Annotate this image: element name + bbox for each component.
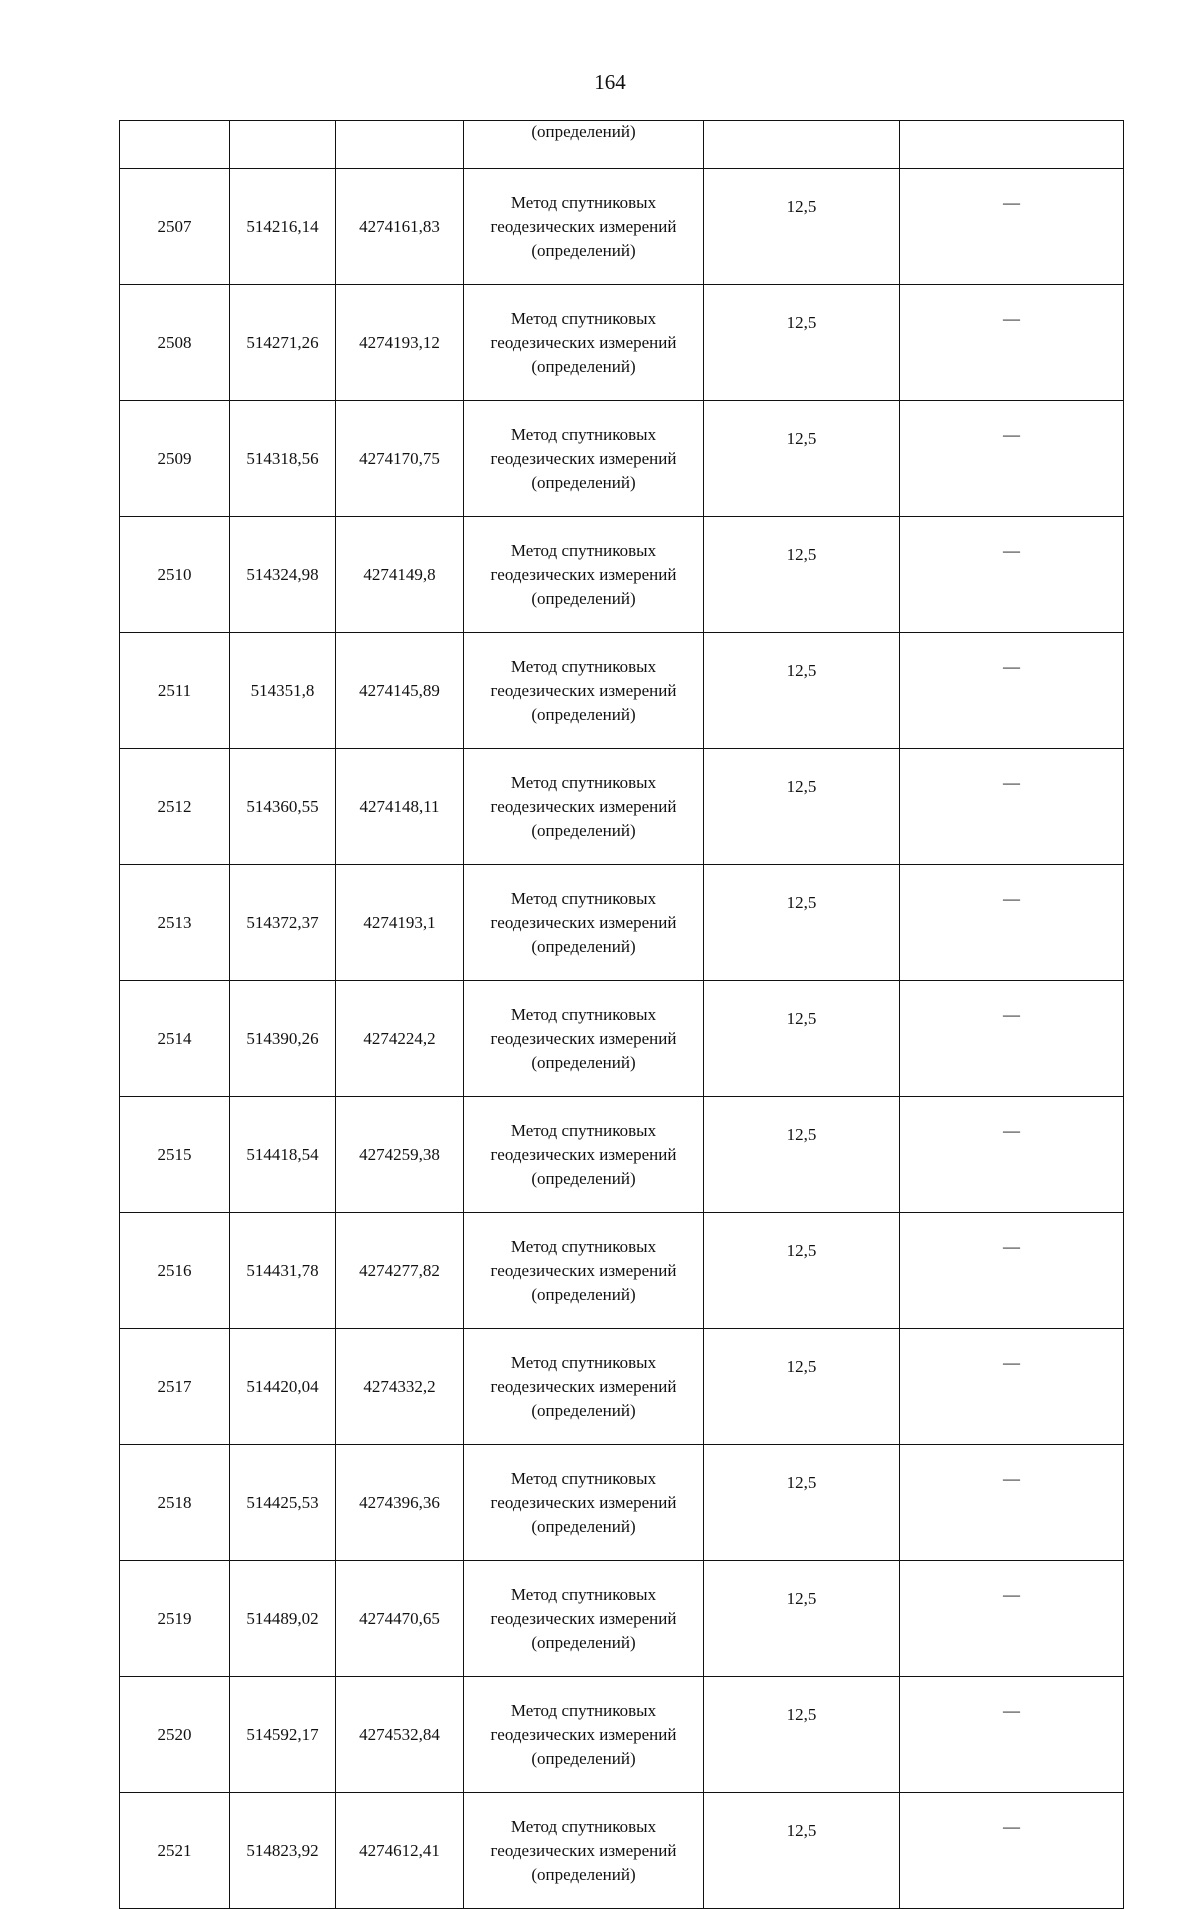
point-cell: 2519 xyxy=(120,1561,230,1677)
point-cell: 2510 xyxy=(120,517,230,633)
x-cell: 514351,8 xyxy=(230,633,336,749)
accuracy-cell: 12,5 xyxy=(704,1445,900,1561)
method-cell xyxy=(464,401,704,517)
method-cell xyxy=(464,1213,704,1329)
accuracy-cell: 12,5 xyxy=(704,285,900,401)
method-line: (определений) xyxy=(531,936,636,956)
method-cell xyxy=(464,1097,704,1213)
y-cell: 4274396,36 xyxy=(336,1445,464,1561)
accuracy-cell: 12,5 xyxy=(704,1561,900,1677)
method-line: геодезических измерений xyxy=(490,1608,677,1628)
table-row xyxy=(120,1677,1124,1793)
y-cell: 4274532,84 xyxy=(336,1677,464,1793)
method-line: Метод спутниковых xyxy=(510,1004,657,1024)
method-line: геодезических измерений xyxy=(490,564,677,584)
method-cell xyxy=(464,749,704,865)
point-cell: 2517 xyxy=(120,1329,230,1445)
table-row xyxy=(120,749,1124,865)
method-line: геодезических измерений xyxy=(490,1724,677,1744)
method-line: геодезических измерений xyxy=(490,796,677,816)
point-cell xyxy=(120,121,230,169)
method-line: Метод спутниковых xyxy=(510,1700,657,1720)
method-line: (определений) xyxy=(531,588,636,608)
accuracy-cell: 12,5 xyxy=(704,865,900,981)
method-line: Метод спутниковых xyxy=(510,424,657,444)
table-row xyxy=(120,1793,1124,1909)
method-line: Метод спутниковых xyxy=(510,192,657,212)
accuracy-cell: 12,5 xyxy=(704,1097,900,1213)
x-cell xyxy=(230,121,336,169)
method-line: геодезических измерений xyxy=(490,1840,677,1860)
table-row xyxy=(120,1213,1124,1329)
y-cell xyxy=(336,121,464,169)
y-cell: 4274193,1 xyxy=(336,865,464,981)
method-cell xyxy=(464,865,704,981)
method-cell: (определений) xyxy=(464,121,704,169)
method-line: (определений) xyxy=(531,472,636,492)
method-line: (определений) xyxy=(531,1864,636,1884)
method-line: геодезических измерений xyxy=(490,1260,677,1280)
method-line: геодезических измерений xyxy=(490,1028,677,1048)
y-cell: 4274277,82 xyxy=(336,1213,464,1329)
point-cell: 2516 xyxy=(120,1213,230,1329)
method-line: (определений) xyxy=(531,240,636,260)
x-cell: 514390,26 xyxy=(230,981,336,1097)
method-cell xyxy=(464,1445,704,1561)
y-cell: 4274470,65 xyxy=(336,1561,464,1677)
method-line: Метод спутниковых xyxy=(510,1236,657,1256)
coordinates-table xyxy=(119,120,1124,1909)
method-cell xyxy=(464,1793,704,1909)
point-cell: 2515 xyxy=(120,1097,230,1213)
table-row xyxy=(120,1445,1124,1561)
table-row xyxy=(120,633,1124,749)
x-cell: 514425,53 xyxy=(230,1445,336,1561)
point-cell: 2514 xyxy=(120,981,230,1097)
method-cell xyxy=(464,1329,704,1445)
method-line: (определений) xyxy=(531,1632,636,1652)
x-cell: 514418,54 xyxy=(230,1097,336,1213)
y-cell: 4274161,83 xyxy=(336,169,464,285)
y-cell: 4274148,11 xyxy=(336,749,464,865)
table-row xyxy=(120,285,1124,401)
note-cell: — xyxy=(900,749,1124,865)
method-line: Метод спутниковых xyxy=(510,1468,657,1488)
point-cell: 2521 xyxy=(120,1793,230,1909)
x-cell: 514318,56 xyxy=(230,401,336,517)
method-line: геодезических измерений xyxy=(490,448,677,468)
table-row xyxy=(120,1329,1124,1445)
note-cell: — xyxy=(900,1793,1124,1909)
note-cell: — xyxy=(900,1561,1124,1677)
table-row xyxy=(120,401,1124,517)
accuracy-cell: 12,5 xyxy=(704,1793,900,1909)
accuracy-cell: 12,5 xyxy=(704,1677,900,1793)
method-line: (определений) xyxy=(531,1516,636,1536)
y-cell: 4274149,8 xyxy=(336,517,464,633)
accuracy-cell: 12,5 xyxy=(704,1213,900,1329)
y-cell: 4274193,12 xyxy=(336,285,464,401)
point-cell: 2508 xyxy=(120,285,230,401)
y-cell: 4274224,2 xyxy=(336,981,464,1097)
x-cell: 514420,04 xyxy=(230,1329,336,1445)
note-cell: — xyxy=(900,401,1124,517)
method-line: геодезических измерений xyxy=(490,1144,677,1164)
note-cell: — xyxy=(900,981,1124,1097)
method-line: (определений) xyxy=(531,1400,636,1420)
table-row xyxy=(120,981,1124,1097)
method-cell xyxy=(464,169,704,285)
method-line: Метод спутниковых xyxy=(510,656,657,676)
point-cell: 2513 xyxy=(120,865,230,981)
x-cell: 514372,37 xyxy=(230,865,336,981)
point-cell: 2512 xyxy=(120,749,230,865)
x-cell: 514431,78 xyxy=(230,1213,336,1329)
accuracy-cell: 12,5 xyxy=(704,633,900,749)
note-cell: — xyxy=(900,865,1124,981)
note-cell: — xyxy=(900,285,1124,401)
accuracy-cell xyxy=(704,121,900,169)
accuracy-cell: 12,5 xyxy=(704,1329,900,1445)
table-row xyxy=(120,865,1124,981)
method-line: (определений) xyxy=(531,1168,636,1188)
accuracy-cell: 12,5 xyxy=(704,401,900,517)
note-cell: — xyxy=(900,1213,1124,1329)
table-row xyxy=(120,1097,1124,1213)
coordinates-table-body xyxy=(120,121,1124,1909)
method-line: Метод спутниковых xyxy=(510,1120,657,1140)
accuracy-cell: 12,5 xyxy=(704,169,900,285)
method-line: геодезических измерений xyxy=(490,912,677,932)
method-cell xyxy=(464,517,704,633)
x-cell: 514489,02 xyxy=(230,1561,336,1677)
method-line: Метод спутниковых xyxy=(510,1584,657,1604)
point-cell: 2520 xyxy=(120,1677,230,1793)
method-line: Метод спутниковых xyxy=(510,1352,657,1372)
method-cell xyxy=(464,1561,704,1677)
method-line: (определений) xyxy=(531,1284,636,1304)
point-cell: 2507 xyxy=(120,169,230,285)
method-line: геодезических измерений xyxy=(490,1492,677,1512)
x-cell: 514592,17 xyxy=(230,1677,336,1793)
x-cell: 514324,98 xyxy=(230,517,336,633)
method-cell xyxy=(464,285,704,401)
y-cell: 4274332,2 xyxy=(336,1329,464,1445)
table-row xyxy=(120,517,1124,633)
method-line: (определений) xyxy=(531,1748,636,1768)
y-cell: 4274145,89 xyxy=(336,633,464,749)
note-cell: — xyxy=(900,517,1124,633)
y-cell: 4274259,38 xyxy=(336,1097,464,1213)
note-cell: — xyxy=(900,1097,1124,1213)
method-line: геодезических измерений xyxy=(490,332,677,352)
accuracy-cell: 12,5 xyxy=(704,749,900,865)
accuracy-cell: 12,5 xyxy=(704,981,900,1097)
y-cell: 4274170,75 xyxy=(336,401,464,517)
method-line: (определений) xyxy=(531,704,636,724)
note-cell xyxy=(900,121,1124,169)
method-line: геодезических измерений xyxy=(490,1376,677,1396)
method-line: геодезических измерений xyxy=(490,680,677,700)
note-cell: — xyxy=(900,1329,1124,1445)
accuracy-cell: 12,5 xyxy=(704,517,900,633)
x-cell: 514216,14 xyxy=(230,169,336,285)
method-line: (определений) xyxy=(531,1052,636,1072)
method-cell xyxy=(464,981,704,1097)
method-line: Метод спутниковых xyxy=(510,308,657,328)
continuation-row xyxy=(120,121,1124,169)
method-line: геодезических измерений xyxy=(490,216,677,236)
x-cell: 514360,55 xyxy=(230,749,336,865)
x-cell: 514271,26 xyxy=(230,285,336,401)
method-line: Метод спутниковых xyxy=(510,888,657,908)
page-number: 164 xyxy=(594,70,626,94)
table-row xyxy=(120,1561,1124,1677)
method-line: Метод спутниковых xyxy=(510,772,657,792)
method-line: (определений) xyxy=(531,820,636,840)
note-cell: — xyxy=(900,1677,1124,1793)
method-line: Метод спутниковых xyxy=(510,1816,657,1836)
note-cell: — xyxy=(900,1445,1124,1561)
x-cell: 514823,92 xyxy=(230,1793,336,1909)
note-cell: — xyxy=(900,633,1124,749)
point-cell: 2518 xyxy=(120,1445,230,1561)
y-cell: 4274612,41 xyxy=(336,1793,464,1909)
point-cell: 2509 xyxy=(120,401,230,517)
point-cell: 2511 xyxy=(120,633,230,749)
method-line: (определений) xyxy=(531,356,636,376)
method-cell xyxy=(464,633,704,749)
method-line: Метод спутниковых xyxy=(510,540,657,560)
table-row xyxy=(120,169,1124,285)
note-cell: — xyxy=(900,169,1124,285)
method-cell xyxy=(464,1677,704,1793)
